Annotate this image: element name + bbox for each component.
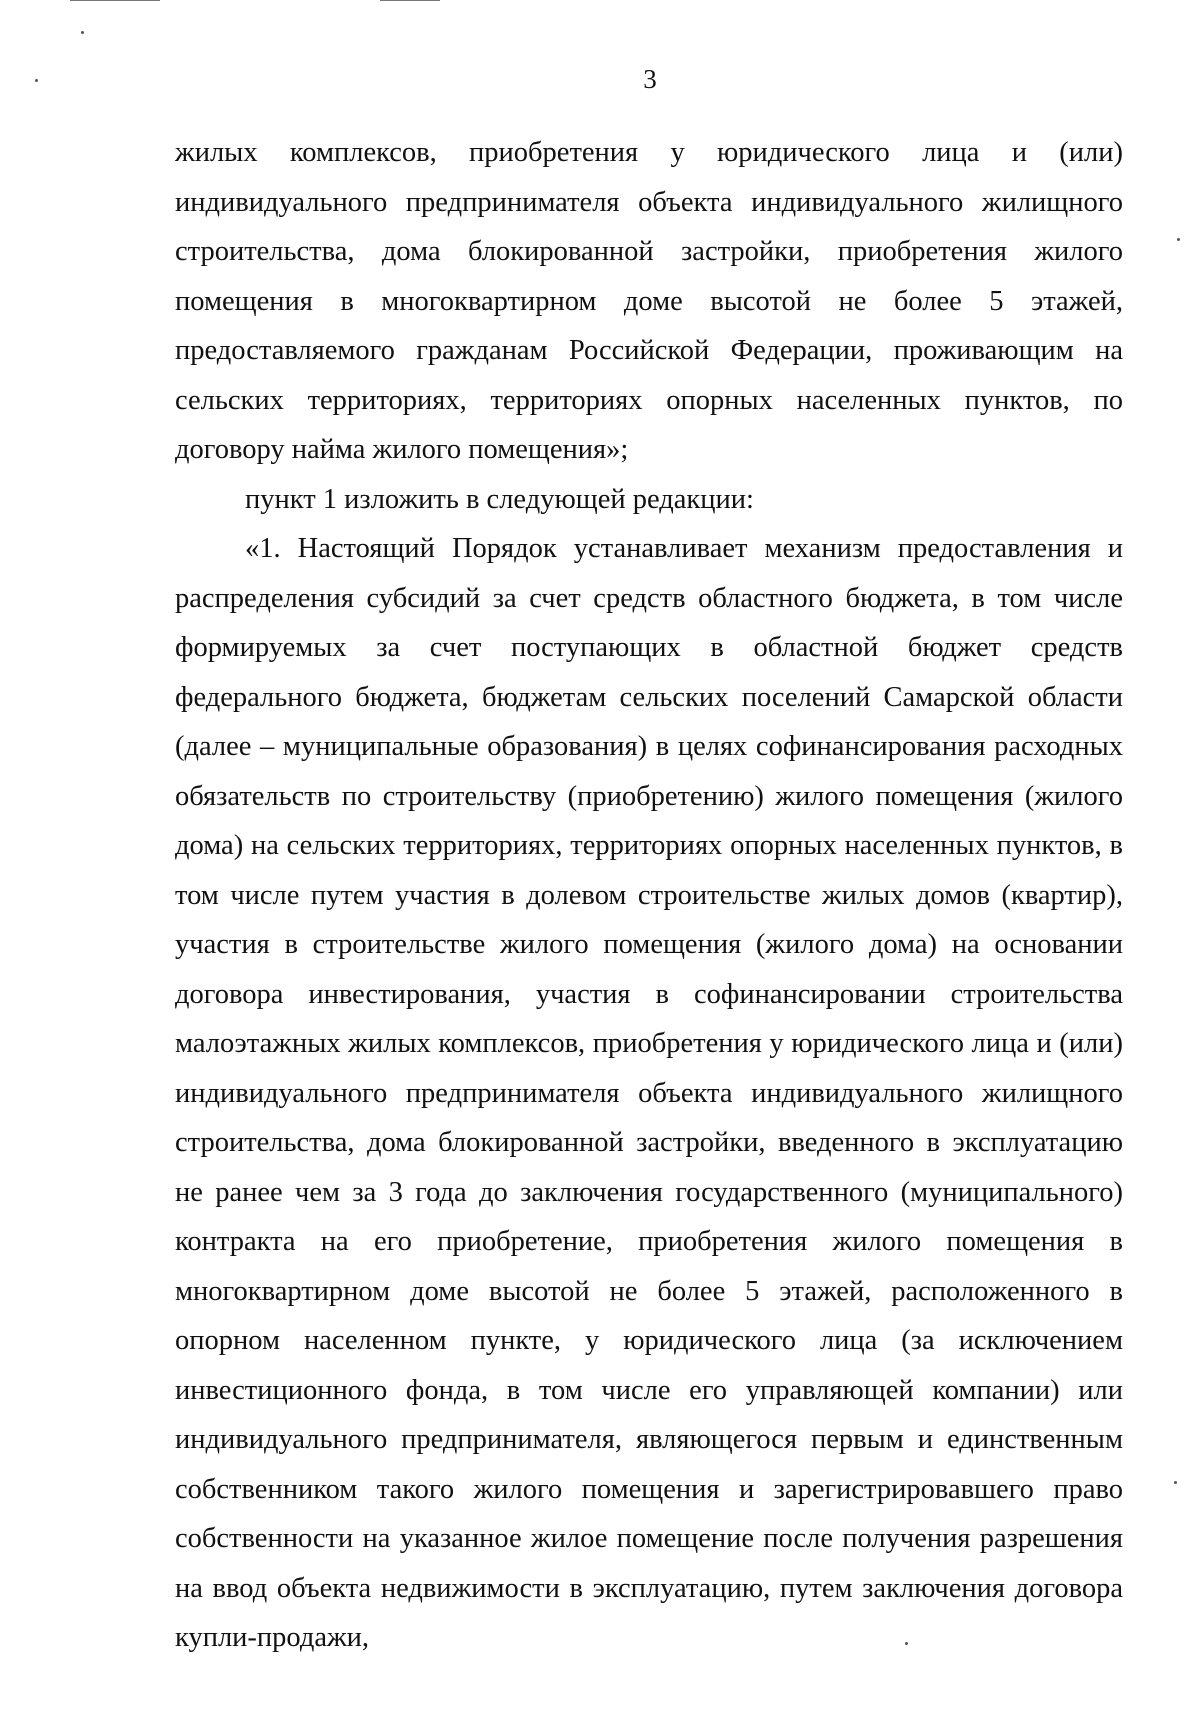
page-number: 3 (643, 64, 657, 94)
paragraph-instruction: пункт 1 изложить в следующей редакции: (245, 483, 754, 515)
paragraph-continuation: жилых комплексов, приобретения у юридического лица и (или) индивидуального предпринимателя объекта индивидуального жилищного строительства, дома блокированной застройки, приобретения жилого помещения в многоквартирном доме высотой не более 5 этажей, предоставляемого гражданам Российской Федерации, проживающим на сельских территориях, территориях опорных населенных пунктов, по договору найма жилого помещения»; (175, 137, 1123, 465)
document-body (175, 128, 1123, 1663)
scan-artifact-dot (1177, 238, 1180, 241)
scan-artifact-dot (1174, 1481, 1177, 1484)
scan-artifact-dot (81, 31, 84, 34)
scan-artifact-top-left (70, 0, 160, 1)
paragraph-point-1: «1. Настоящий Порядок устанавливает механизм предоставления и распределения субсидий за счет средств областного бюджета, в том числе формируемых за счет поступающих в областной бюджет средств федерального бюджета, бюджетам сельских поселений Самарской области (далее – муниципальные образования) в целях софинансирования расходных обязательств по строительству (приобретению) жилого помещения (жилого дома) на сельских территориях, территориях опорных населенных пунктов, в том числе путем участия в долевом строительстве жилых домов (квартир), участия в строительстве жилого помещения (жилого дома) на основании договора инвестирования, участия в софинансировании строительства малоэтажных жилых комплексов, приобретения у юридического лица и (или) индивидуального предпринимателя объекта индивидуального жилищного строительства, дома блокированной застройки, введенного в эксплуатацию не ранее чем за 3 года до заключения государственного (муниципального) контракта на его приобретение, приобретения жилого помещения в многоквартирном доме высотой не более 5 этажей, расположенного в опорном населенном пункте, у юридического лица (за исключением инвестиционного фонда, в том числе его управляющей компании) или индивидуального предпринимателя, являющегося первым и единственным собственником такого жилого помещения и зарегистрировавшего право собственности на указанное жилое помещение после получения разрешения на ввод объекта недвижимости в эксплуатацию, путем заключения договора купли-продажи, (175, 533, 1123, 1653)
scan-artifact-top-center (380, 0, 440, 1)
